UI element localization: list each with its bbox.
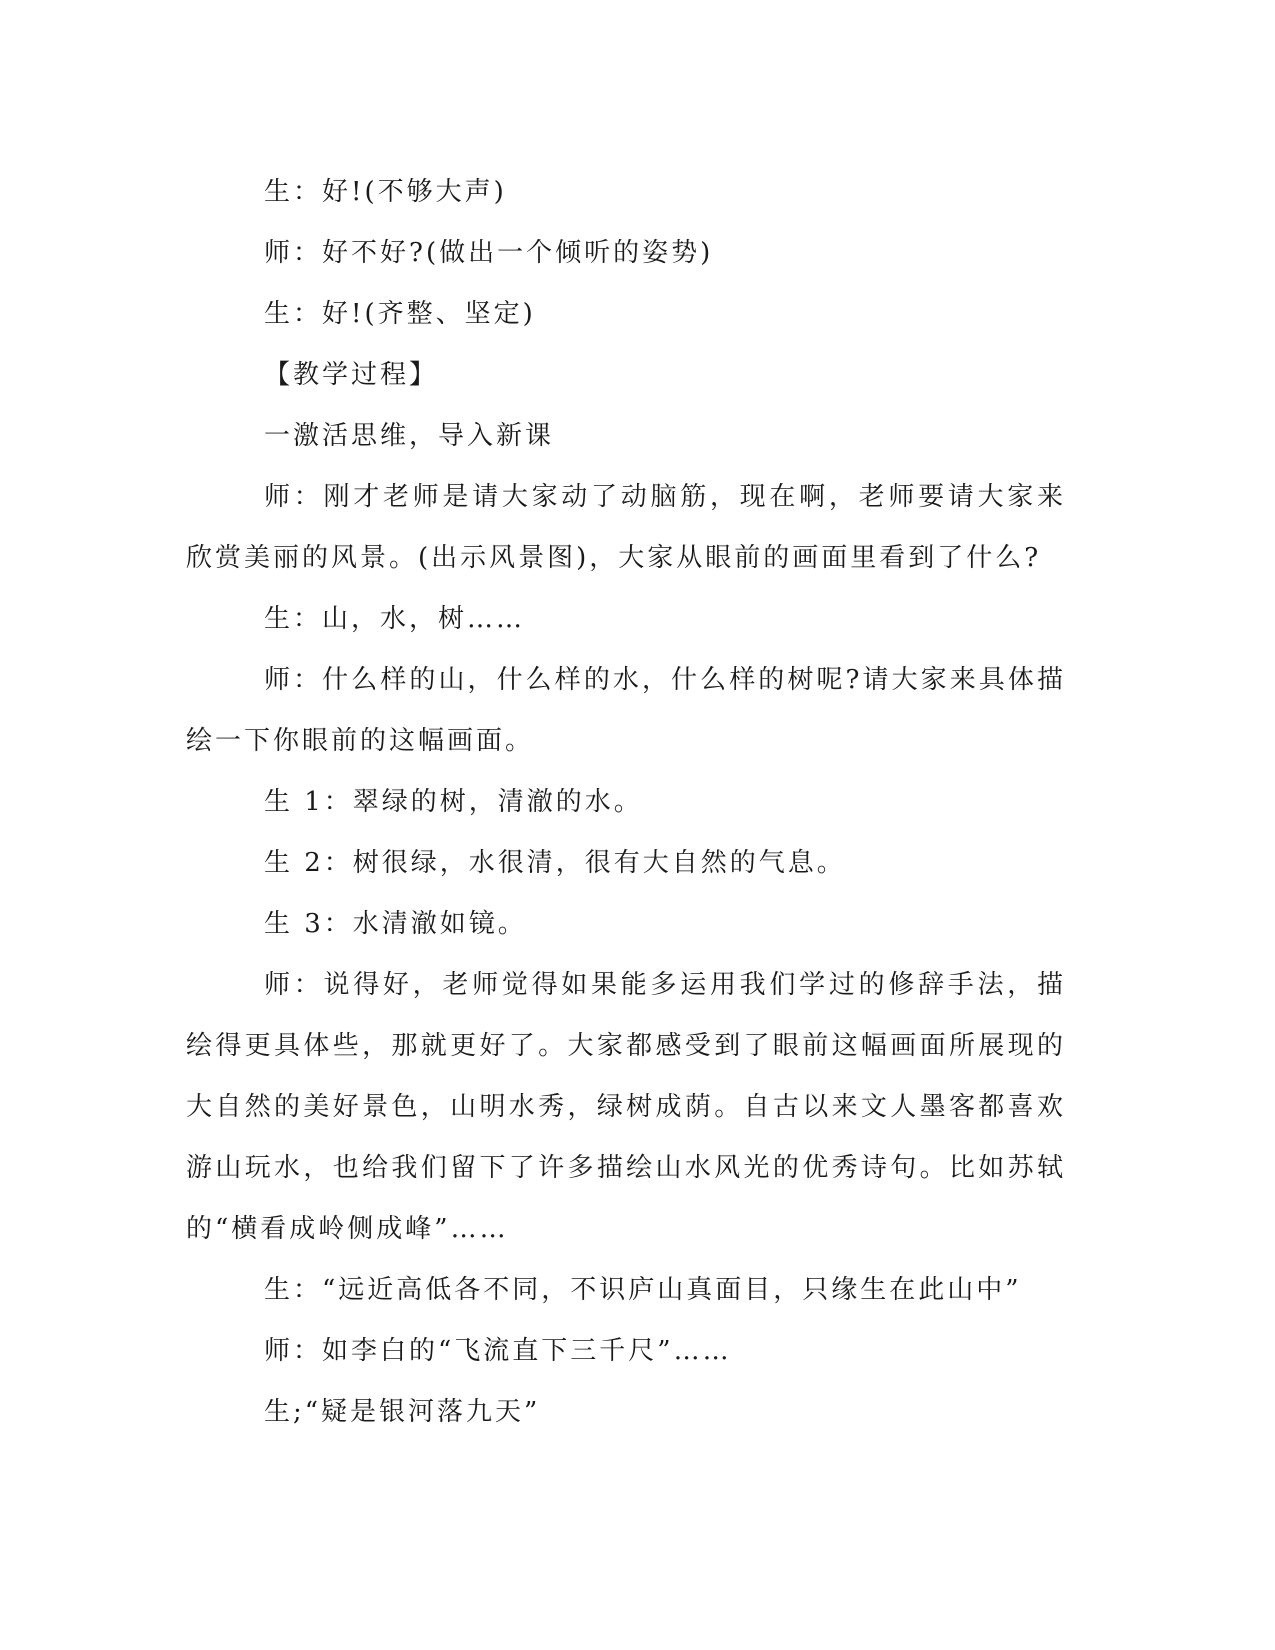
paragraph-student-2: 生 2：树很绿，水很清，很有大自然的气息。 [264, 848, 846, 878]
paragraph-teacher-rhetoric: 师：说得好，老师觉得如果能多运用我们学过的修辞手法，描绘得更具体些，那就更好了。大家都感受到了眼前这幅画面所展现的大自然的美好景色，山明水秀，绿树成荫。自古以来文人墨客都喜欢游山玩水，也给我们留下了许多描绘山水风光的优秀诗句。比如苏轼的“横看成岭侧成峰”…… [186, 970, 1066, 1244]
paragraph-student-3: 生 3：水清澈如镜。 [264, 909, 527, 939]
paragraph-student-reply-1: 生：好!(不够大声) [264, 177, 507, 207]
paragraph-teacher-question-1: 师：好不好?(做出一个倾听的姿势) [264, 238, 714, 268]
paragraph-teacher-describe: 师：什么样的山，什么样的水，什么样的树呢?请大家来具体描绘一下你眼前的这幅画面。 [186, 665, 1066, 756]
document-body [186, 162, 1066, 1443]
paragraph-student-poem-2: 生;“疑是银河落九天” [264, 1397, 541, 1427]
paragraph-teacher-scenery: 师：刚才老师是请大家动了动脑筋，现在啊，老师要请大家来欣赏美丽的风景。(出示风景图)，大家从眼前的画面里看到了什么? [186, 482, 1066, 573]
paragraph-student-1: 生 1：翠绿的树，清澈的水。 [264, 787, 643, 817]
paragraph-student-poem-1: 生：“远近高低各不同，不识庐山真面目，只缘生在此山中” [264, 1275, 1022, 1305]
paragraph-teacher-li-bai: 师：如李白的“飞流直下三千尺”…… [264, 1336, 732, 1366]
paragraph-student-mountain-water: 生：山，水，树…… [264, 604, 526, 634]
section-heading-teaching-process: 【教学过程】 [264, 360, 439, 390]
subheading-activate-thinking: 一激活思维，导入新课 [264, 421, 555, 451]
paragraph-student-reply-2: 生：好!(齐整、坚定) [264, 299, 536, 329]
